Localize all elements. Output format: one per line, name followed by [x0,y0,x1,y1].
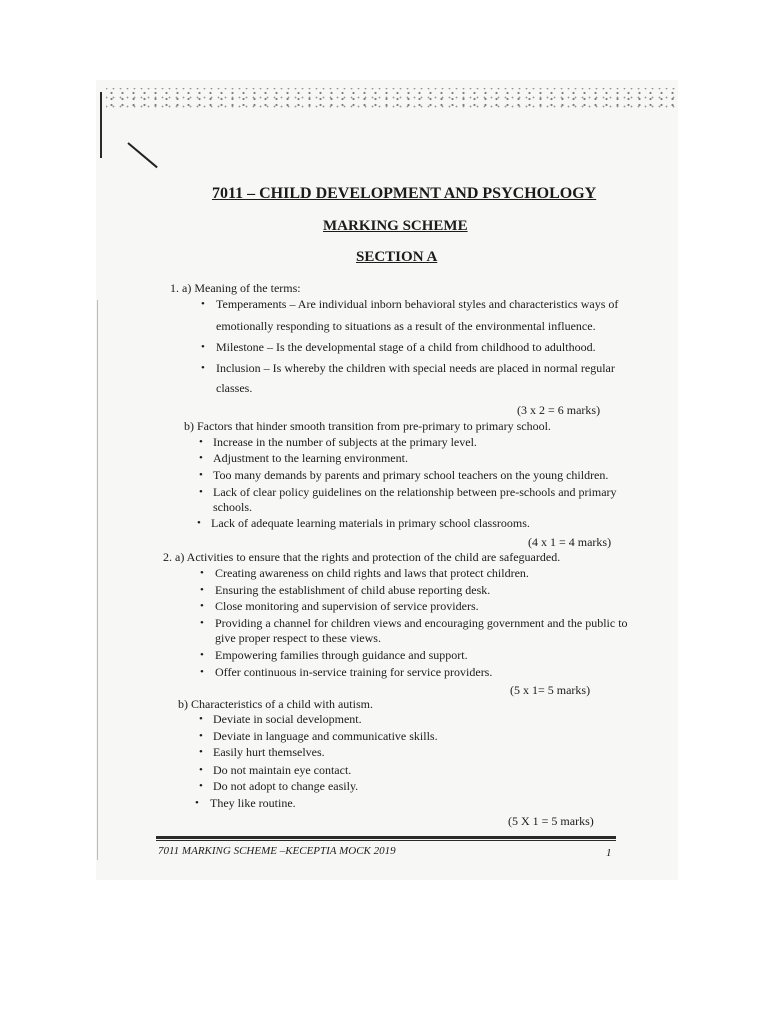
bullet-icon: • [200,649,204,661]
bullet-icon: • [199,764,203,776]
q2b-item: Easily hurt themselves. [213,745,325,759]
q1a-item: emotionally responding to situations as a result of the environmental influence. [216,319,596,333]
footer-rule-thin [156,840,616,841]
bullet-icon: • [199,730,203,742]
bullet-icon: • [199,436,203,448]
q2a-item: Offer continuous in-service training for service providers. [215,665,493,679]
q2b-heading: b) Characteristics of a child with autism. [178,697,373,711]
q1b-item: Lack of adequate learning materials in primary school classrooms. [211,516,530,530]
footer-text: 7011 MARKING SCHEME –KECEPTIA MOCK 2019 [158,845,396,857]
q1b-item: Lack of clear policy guidelines on the relationship between pre-schools and primary [213,485,617,499]
bullet-icon: • [199,486,203,498]
q2b-marks: (5 X 1 = 5 marks) [508,814,594,828]
q2b-item: Deviate in social development. [213,712,362,726]
q1b-heading: b) Factors that hinder smooth transition from pre-primary to primary school. [184,419,551,433]
bullet-icon: • [199,452,203,464]
bullet-icon: • [199,746,203,758]
footer-rule [156,836,616,839]
q2a-item: Creating awareness on child rights and laws that protect children. [215,566,529,580]
bullet-icon: • [195,797,199,809]
bullet-icon: • [201,362,205,374]
q1b-item: Adjustment to the learning environment. [213,451,408,465]
q1a-heading: 1. a) Meaning of the terms: [170,281,301,295]
bullet-icon: • [201,298,205,310]
page-number: 1 [606,847,612,859]
scan-noise [106,88,676,110]
bullet-icon: • [200,584,204,596]
bullet-icon: • [197,517,201,529]
q1a-item: classes. [216,381,253,395]
q2b-item: They like routine. [210,796,296,810]
bullet-icon: • [201,341,205,353]
q1a-item: Temperaments – Are individual inborn behavioral styles and characteristics ways of [216,297,619,311]
q2a-item: Providing a channel for children views and encouraging government and the public to [215,616,628,630]
bullet-icon: • [200,600,204,612]
q2b-item: Do not adopt to change easily. [213,779,359,793]
bullet-icon: • [200,666,204,678]
bullet-icon: • [199,780,203,792]
q2a-item: Ensuring the establishment of child abuse reporting desk. [215,583,491,597]
q2a-item: give proper respect to these views. [215,631,381,645]
q2a-heading: 2. a) Activities to ensure that the rights and protection of the child are safeguarded. [163,550,561,564]
q1b-item: Too many demands by parents and primary school teachers on the young children. [213,468,609,482]
document-subtitle: MARKING SCHEME [323,218,468,234]
bullet-icon: • [199,469,203,481]
bullet-icon: • [200,567,204,579]
section-heading: SECTION A [356,249,438,265]
q1b-item: Increase in the number of subjects at the primary level. [213,435,477,449]
q2b-item: Deviate in language and communicative skills. [213,729,438,743]
q2a-marks: (5 x 1= 5 marks) [510,683,591,697]
q1a-item: Milestone – Is the developmental stage of a child from childhood to adulthood. [216,340,596,354]
q2a-item: Empowering families through guidance and support. [215,648,468,662]
q1a-marks: (3 x 2 = 6 marks) [517,403,601,417]
q1b-marks: (4 x 1 = 4 marks) [528,535,612,549]
q2a-item: Close monitoring and supervision of service providers. [215,599,479,613]
bullet-icon: • [200,617,204,629]
q1a-item: Inclusion – Is whereby the children with special needs are placed in normal regular [216,361,615,375]
q2b-item: Do not maintain eye contact. [213,763,352,777]
bullet-icon: • [199,713,203,725]
document-title: 7011 – CHILD DEVELOPMENT AND PSYCHOLOGY [212,185,597,202]
page-edge-lower [97,300,98,860]
page-edge [100,92,102,158]
q1b-item: schools. [213,500,252,514]
